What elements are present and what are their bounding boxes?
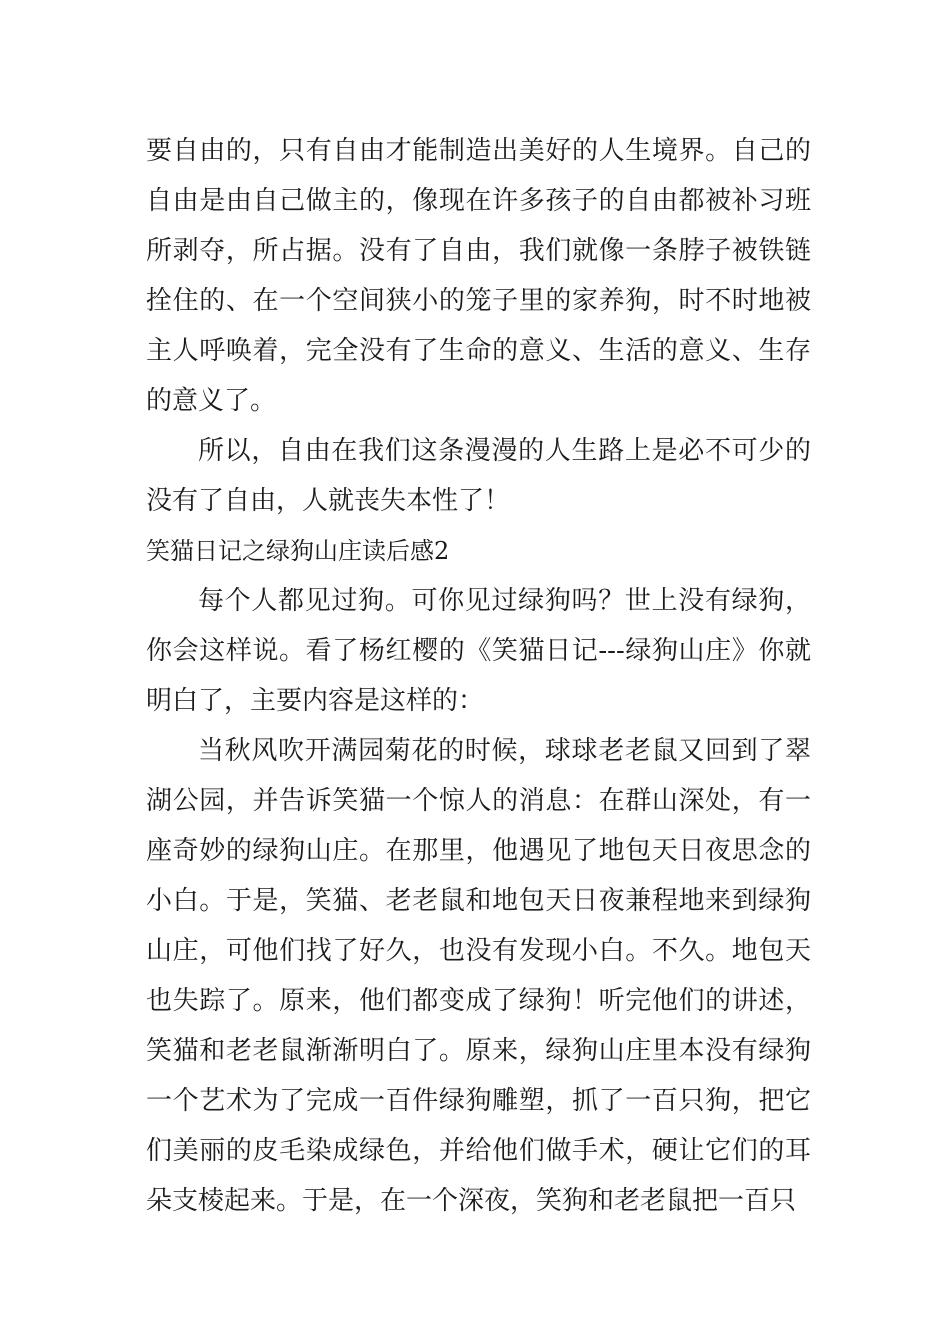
section-heading: 笑猫日记之绿狗山庄读后感2	[146, 537, 450, 565]
paragraph-conclusion: 所以，自由在我们这条漫漫的人生路上是必不可少的没有了自由，人就丧失本性了！	[146, 436, 811, 516]
paragraph-continued: 要自由的，只有自由才能制造出美好的人生境界。自己的自由是由自己做主的，像现在许多孩子的自由都被补习班所剥夺，所占据。没有了自由，我们就像一条脖子被铁链拴住的、在一个空间狭小的笼子里的家养狗，时不时地被主人呼唤着，完全没有了生命的意义、生活的意义、生存的意义了。	[146, 136, 811, 416]
paragraph-summary: 当秋风吹开满园菊花的时候，球球老老鼠又回到了翠湖公园，并告诉笑猫一个惊人的消息：在群山深处，有一座奇妙的绿狗山庄。在那里，他遇见了地包天日夜思念的小白。于是，笑猫、老老鼠和地包天日夜兼程地来到绿狗山庄，可他们找了好久，也没有发现小白。不久。地包天也失踪了。原来，他们都变成了绿狗！听完他们的讲述，笑猫和老老鼠渐渐明白了。原来，绿狗山庄里本没有绿狗一个艺术为了完成一百件绿狗雕塑，抓了一百只狗，把它们美丽的皮毛染成绿色，并给他们做手术，硬让它们的耳朵支棱起来。于是，在一个深夜，笑狗和老老鼠把一百只	[146, 736, 811, 1216]
document-body	[146, 126, 811, 1226]
paragraph-intro: 每个人都见过狗。可你见过绿狗吗？世上没有绿狗，你会这样说。看了杨红樱的《笑猫日记---绿狗山庄》你就明白了，主要内容是这样的：	[146, 586, 811, 716]
